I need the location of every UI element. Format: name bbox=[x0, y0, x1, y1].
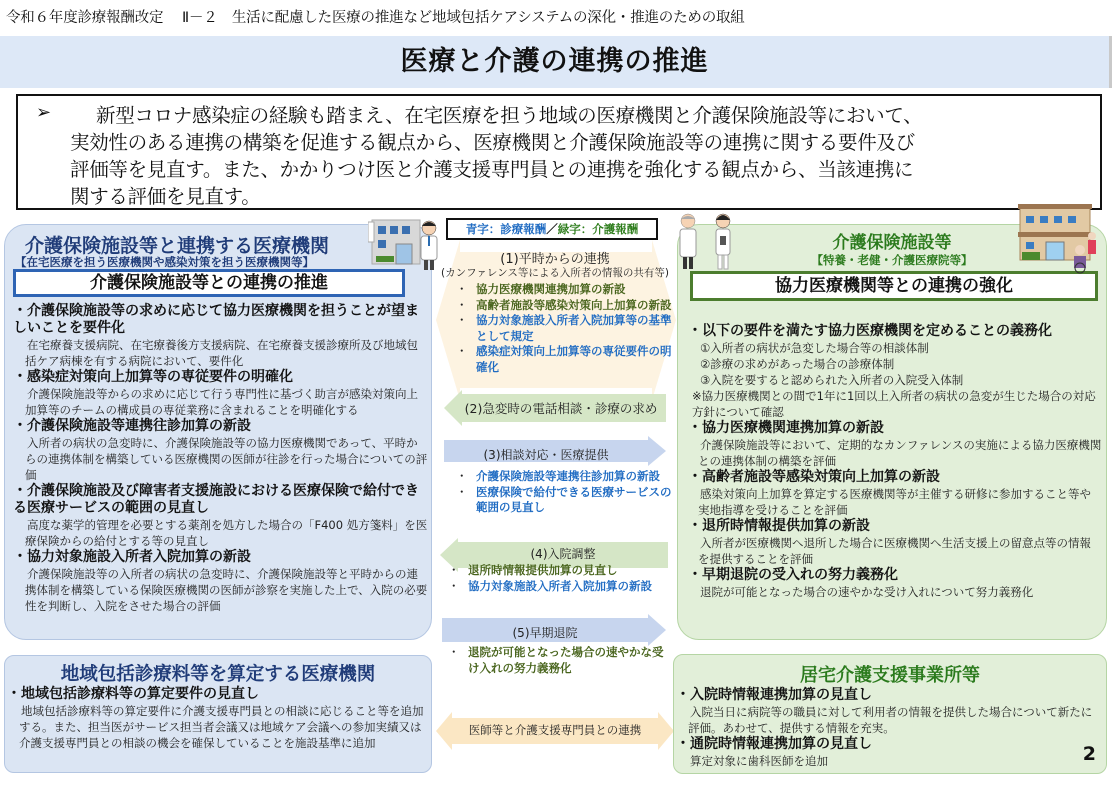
flow6-label: 医師等と介護支援専門員との連携 bbox=[468, 723, 642, 737]
flow3-label: (3)相談対応・医療提供 bbox=[483, 448, 609, 462]
item-desc: 介護保険施設等において、定期的なカンファレンスの実施による協力医療機関との連携体制の構築を評価 bbox=[698, 438, 1102, 468]
flow-item: ・ 協力対象施設入所者入院加算等の基準として規定 bbox=[456, 313, 676, 344]
item-title: ・協力医療機関連携加算の新設 bbox=[688, 420, 884, 436]
flow4-label: (4)入院調整 bbox=[530, 547, 596, 561]
item-line: ※協力医療機関との間で1年に1回以上入所者の病状の急変が生じた場合の対応方針について確認 bbox=[692, 389, 1096, 419]
item-desc: 地域包括診療料等の算定要件に介護支援専門員との相談に応じること等を追加する。また、担当医がサービス担当者会議又は地域ケア会議への参加実績又は介護支援専門員との相談の機会を確保していることを施設基準に追加 bbox=[19, 704, 424, 750]
item-desc: 算定対象に歯科医師を追加 bbox=[690, 754, 828, 768]
home-care-support-panel bbox=[673, 654, 1107, 774]
flow-item: ・ 高齢者施設等感染対策向上加算の新設 bbox=[456, 298, 676, 314]
flow-item: ・ 協力対象施設入所者入院加算の新設 bbox=[448, 579, 668, 595]
item-desc: 入所者が医療機関へ退所した場合に医療機関へ生活支援上の留意点等の情報を提供することを評価 bbox=[698, 536, 1091, 566]
panel-banner: 介護保険施設等との連携の推進 bbox=[13, 269, 405, 297]
item-desc: 高度な薬学的管理を必要とする薬剤を処方した場合の「F400 処方箋料」を医療保険からの給付とする等の見直し bbox=[25, 518, 428, 548]
item-desc: 感染対策向上加算を算定する医療機関等が主催する研修に参加すること等や実地指導を受けることを評価 bbox=[698, 487, 1091, 517]
flow2-label: (2)急変時の電話相談・診療の求め bbox=[464, 401, 658, 416]
item-title: ・地域包括診療料等の算定要件の見直し bbox=[7, 686, 259, 702]
item-title: ・以下の要件を満たす協力医療機関を定めることの義務化 bbox=[688, 323, 1052, 339]
arrow-bullet-icon: ➢ bbox=[36, 102, 52, 123]
flow-item: ・ 医療保険で給付できる医療サービスの範囲の見直し bbox=[456, 485, 676, 516]
item-desc: 介護保険施設等からの求めに応じて行う専門性に基づく助言が感染対策向上加算等のチームの構成員の専従業務に含まれることを明確化する bbox=[25, 387, 418, 417]
legend-blue: 青字：診療報酬 bbox=[465, 222, 547, 236]
item-title: ・介護保険施設及び障害者支援施設における医療保険で給付できる医療サービスの範囲の見直し bbox=[13, 483, 419, 516]
item-title: ・介護保険施設等連携往診加算の新設 bbox=[13, 418, 251, 434]
care-facility-panel bbox=[677, 224, 1107, 640]
flow1-items bbox=[456, 282, 676, 375]
item-list bbox=[688, 323, 1102, 600]
flow-item: ・ 協力医療機関連携加算の新設 bbox=[456, 282, 676, 298]
item-desc: 介護保険施設等の入所者の病状の急変時に、介護保険施設等と平時からの連携体制を構築している保険医療機関の医師が診察を実施した上で、入院の必要性を判断し、入院をさせた場合の評価 bbox=[25, 567, 428, 613]
item-desc: 退院が可能となった場合の速やかな受け入れについて努力義務化 bbox=[700, 585, 1034, 599]
hospital-building-icon bbox=[368, 218, 424, 266]
item-title: ・感染症対策向上加算等の専従要件の明確化 bbox=[13, 369, 293, 385]
panel-title: 介護保険施設等と連携する医療機関 bbox=[25, 235, 330, 257]
flow-item: ・ 感染症対策向上加算等の専従要件の明確化 bbox=[456, 344, 676, 375]
doctor-nurse-icon bbox=[676, 212, 738, 276]
item-line: ①入所者の病状が急変した場合等の相談体制 bbox=[700, 341, 929, 355]
item-desc: 在宅療養支援病院、在宅療養後方支援病院、在宅療養支援診療所及び地域包括ケア病棟を有する病院において、要件化 bbox=[25, 338, 418, 368]
page-number: 2 bbox=[1082, 743, 1096, 765]
flow1-sublabel: (カンファレンス等による入所者の情報の共有等) bbox=[441, 267, 669, 279]
item-desc: 入所者の病状の急変時に、介護保険施設等の協力医療機関であって、平時からの連携体制を構築している医療機関の医師が往診を行った場合についての評価 bbox=[25, 436, 428, 482]
flow3-items bbox=[456, 469, 676, 516]
summary-box bbox=[16, 94, 1102, 210]
flow5-items bbox=[448, 645, 668, 676]
community-clinic-panel bbox=[4, 655, 432, 773]
item-title: ・介護保険施設等の求めに応じて協力医療機関を担うことが望ましいことを要件化 bbox=[13, 303, 419, 336]
item-title: ・退所時情報提供加算の新設 bbox=[688, 518, 870, 534]
breadcrumb: 令和６年度診療報酬改定 Ⅱ－２ 生活に配慮した医療の推進など地域包括ケアシステムの深化・推進のための取組 bbox=[6, 10, 745, 26]
panel-title: 居宅介護支援事業所等 bbox=[800, 665, 980, 686]
item-title: ・入院時情報連携加算の見直し bbox=[676, 687, 872, 703]
item-title: ・通院時情報連携加算の見直し bbox=[676, 736, 872, 752]
item-title: ・高齢者施設等感染対策向上加算の新設 bbox=[688, 469, 940, 485]
flow-item: ・ 退院が可能となった場合の速やかな受け入れの努力義務化 bbox=[448, 645, 668, 676]
summary-text: 新型コロナ感染症の経験も踏まえ、在宅医療を担う地域の医療機関と介護保険施設等において、 実効性のある連携の構築を促進する観点から、医療機関と介護保険施設等の連携に関する要件及び 評価等を見直す。また、かかりつけ医と介護支援専門員との連携を強化する観点から、当該連携に 関する評価を見直す。 bbox=[70, 104, 923, 208]
item-line: ②診療の求めがあった場合の診療体制 bbox=[700, 357, 895, 371]
item-list bbox=[676, 687, 1096, 769]
panel-title: 介護保険施設等 bbox=[832, 233, 952, 253]
item-list bbox=[13, 303, 429, 614]
panel-subtitle: 【在宅医療を担う医療機関や感染対策を担う医療機関等】 bbox=[15, 255, 314, 269]
flow1-label: (1)平時からの連携 bbox=[500, 252, 610, 267]
item-line: ③入院を要すると認められた入所者の入院受入体制 bbox=[700, 373, 964, 387]
flow-item: ・ 退所時情報提供加算の見直し bbox=[448, 563, 668, 579]
panel-title: 地域包括診療料等を算定する医療機関 bbox=[60, 664, 376, 685]
panel-subtitle: 【特養・老健・介護医療院等】 bbox=[811, 253, 973, 267]
item-title: ・早期退院の受入れの努力義務化 bbox=[688, 567, 898, 583]
medical-institution-panel bbox=[4, 224, 432, 640]
care-facility-building-icon bbox=[1018, 204, 1098, 274]
legend-green: 緑字：介護報酬 bbox=[557, 222, 639, 236]
page-title: 医療と介護の連携の推進 bbox=[400, 46, 709, 77]
item-list bbox=[7, 686, 429, 751]
item-desc: 入院当日に病院等の職員に対して利用者の情報を提供した場合について新たに評価。あわせて、提供する情報を充実。 bbox=[688, 705, 1093, 735]
title-bar bbox=[0, 36, 1112, 88]
flow-item: ・ 介護保険施設等連携往診加算の新設 bbox=[456, 469, 676, 485]
flow4-items bbox=[448, 563, 668, 594]
panel-banner: 協力医療機関等との連携の強化 bbox=[690, 271, 1098, 301]
color-legend: 青字：診療報酬／緑字：介護報酬 bbox=[446, 218, 658, 240]
item-title: ・協力対象施設入所者入院加算の新設 bbox=[13, 549, 251, 565]
flow5-label: (5)早期退院 bbox=[512, 626, 578, 640]
